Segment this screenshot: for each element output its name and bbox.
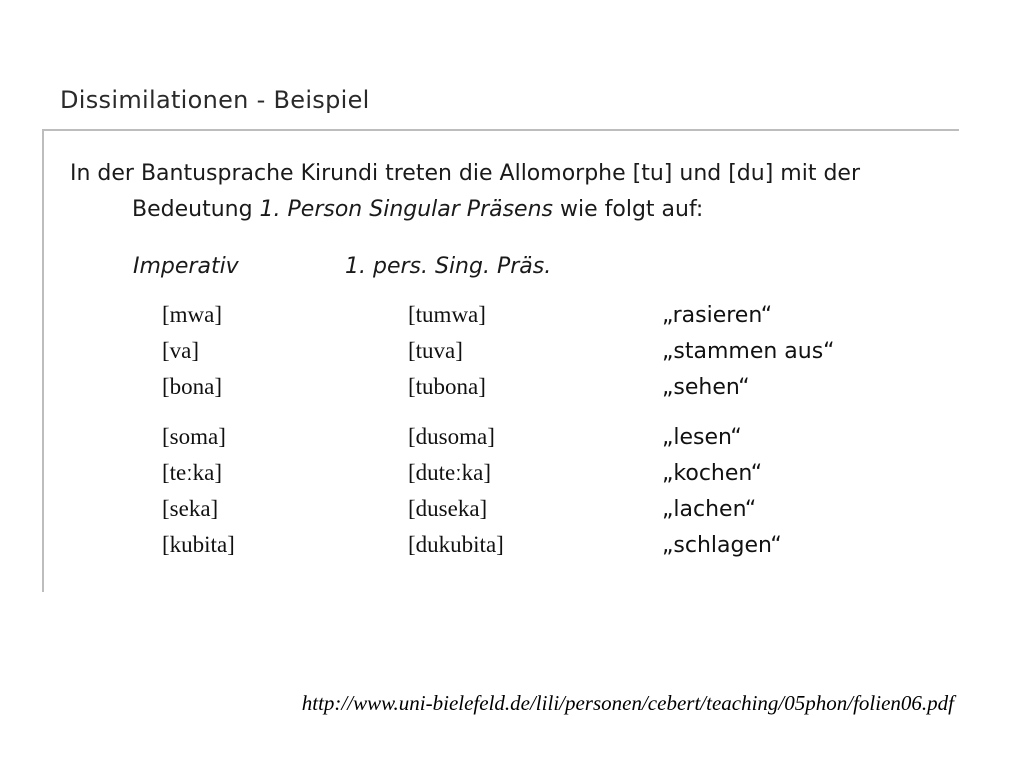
- first-person-cell: [duseka]: [408, 496, 488, 521]
- intro-line-2: [70, 192, 960, 228]
- gloss-cell: „kochen“: [662, 461, 763, 486]
- gloss-cell: „lachen“: [662, 497, 757, 522]
- header-first-person: 1. pers. Sing. Präs.: [345, 254, 552, 279]
- slide-title: Dissimilationen - Beispiel: [60, 86, 370, 114]
- source-url: http://www.uni-bielefeld.de/lili/personen/cebert/teaching/05phon/folien06.pdf: [301, 691, 954, 715]
- imperative-cell: [va]: [162, 338, 200, 363]
- first-person-cell: [tuva]: [408, 338, 463, 363]
- header-imperative: Imperativ: [133, 254, 239, 279]
- first-person-cell: [duteːka]: [408, 460, 492, 485]
- imperative-cell: [mwa]: [162, 302, 223, 327]
- intro-line-2-start: Bedeutung: [132, 197, 260, 222]
- title-divider: [42, 129, 959, 131]
- imperative-cell: [bona]: [162, 374, 223, 399]
- first-person-cell: [dusoma]: [408, 424, 495, 449]
- gloss-cell: „rasieren“: [662, 303, 773, 328]
- intro-line-1: In der Bantusprache Kirundi treten die Allomorphe [tu] und [du] mit der: [70, 161, 860, 186]
- intro-emphasis: 1. Person Singular Präsens: [259, 197, 553, 222]
- imperative-cell: [soma]: [162, 424, 226, 449]
- first-person-cell: [tumwa]: [408, 302, 486, 327]
- imperative-cell: [teːka]: [162, 460, 223, 485]
- gloss-cell: „schlagen“: [662, 533, 782, 558]
- gloss-cell: „sehen“: [662, 375, 750, 400]
- imperative-cell: [seka]: [162, 496, 219, 521]
- gloss-cell: „lesen“: [662, 425, 742, 450]
- left-border: [42, 129, 44, 592]
- imperative-cell: [kubita]: [162, 532, 235, 557]
- gloss-cell: „stammen aus“: [662, 339, 835, 364]
- first-person-cell: [tubona]: [408, 374, 486, 399]
- first-person-cell: [dukubita]: [408, 532, 504, 557]
- intro-text: [70, 156, 960, 228]
- intro-line-2-end: wie folgt auf:: [553, 197, 704, 222]
